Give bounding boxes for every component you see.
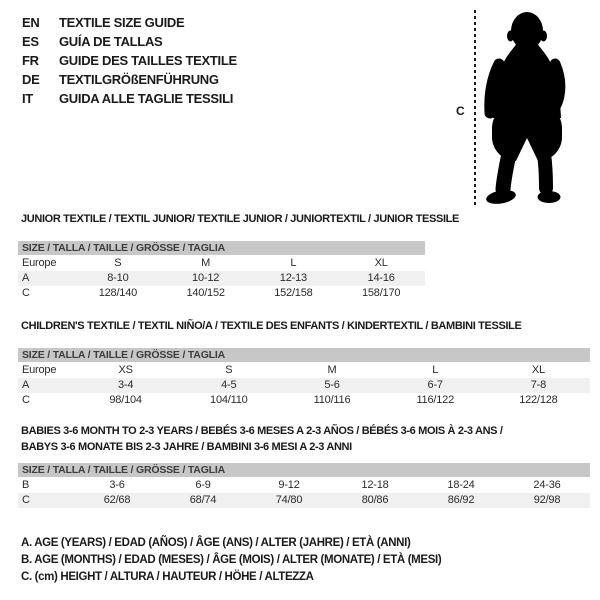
table-row: [18, 256, 425, 271]
size-value: 62/68: [103, 494, 131, 506]
row-label: A: [22, 272, 30, 284]
guide-title: GUIDE DES TAILLES TEXTILE: [59, 53, 237, 68]
size-value: S: [114, 257, 122, 269]
size-value: S: [225, 364, 233, 376]
language-code: EN: [22, 15, 40, 30]
language-row: [22, 32, 237, 51]
guide-title: TEXTILE SIZE GUIDE: [59, 15, 185, 30]
size-value: 5-6: [324, 379, 340, 391]
row-label: C: [22, 287, 30, 299]
table-row: [18, 493, 590, 508]
size-value: 98/104: [109, 394, 142, 406]
size-value: 12-18: [361, 479, 389, 491]
size-value: XL: [374, 257, 388, 269]
size-value: 3-6: [109, 479, 125, 491]
size-header-bar: SIZE / TALLA / TAILLE / GRÖSSE / TAGLIA: [18, 241, 425, 255]
size-value: 158/170: [361, 287, 401, 299]
size-value: 14-16: [367, 272, 395, 284]
size-value: 104/110: [210, 394, 248, 406]
size-value: 80/86: [361, 494, 389, 506]
size-value: 152/158: [274, 287, 313, 299]
size-value: 116/122: [416, 394, 454, 406]
height-measure-label: C: [456, 104, 465, 118]
size-value: 18-24: [447, 479, 475, 491]
legend-note-a: A. AGE (YEARS) / EDAD (AÑOS) / ÂGE (ANS) / ALTER (JAHRE) / ETÀ (ANNI): [21, 537, 411, 549]
row-label: A: [22, 379, 30, 391]
baby-silhouette-icon: [482, 6, 572, 206]
size-value: M: [327, 364, 337, 376]
size-value: 128/140: [98, 287, 138, 299]
language-title-block: [22, 13, 237, 108]
table-row: [18, 393, 590, 408]
size-value: 12-13: [279, 272, 307, 284]
row-label: C: [22, 394, 30, 406]
row-label: B: [22, 479, 30, 491]
guide-title: GUÍA DE TALLAS: [59, 34, 163, 49]
row-label: Europe: [22, 364, 57, 376]
babies-table-title-line1: BABIES 3-6 MONTH TO 2-3 YEARS / BEBÉS 3-6 MESES A 2-3 AÑOS / BÉBÉS 3-6 MOIS À 2-3 ANS /: [21, 425, 503, 437]
guide-title: GUIDA ALLE TAGLIE TESSILI: [59, 91, 234, 106]
language-row: [22, 51, 237, 70]
language-row: [22, 13, 237, 32]
size-value: 86/92: [447, 494, 475, 506]
size-value: 7-8: [530, 379, 547, 391]
junior-size-table: [18, 241, 425, 301]
children-table-title: CHILDREN'S TEXTILE / TEXTIL NIÑO/A / TEXTILE DES ENFANTS / KINDERTEXTIL / BAMBINI TESSILE: [21, 320, 522, 332]
size-value: 110/116: [313, 394, 351, 406]
size-value: 10-12: [192, 272, 220, 284]
size-value: 24-36: [533, 479, 561, 491]
babies-table-title-line2: BABYS 3-6 MONATE BIS 2-3 JAHRE / BAMBINI 3-6 MESI A 2-3 ANNI: [21, 441, 352, 453]
size-value: M: [201, 257, 211, 269]
children-size-table: [18, 348, 590, 408]
table-row: [18, 478, 590, 493]
size-value: XL: [531, 364, 545, 376]
size-value: 8-10: [107, 272, 129, 284]
legend-note-c: C. (cm) HEIGHT / ALTURA / HAUTEUR / HÖHE / ALTEZZA: [21, 571, 314, 583]
size-value: XS: [118, 364, 133, 376]
table-row: [18, 271, 425, 286]
size-header-bar: SIZE / TALLA / TAILLE / GRÖSSE / TAGLIA: [18, 348, 590, 362]
language-code: IT: [22, 91, 33, 106]
size-value: 140/152: [186, 287, 225, 299]
row-label: Europe: [22, 257, 57, 269]
legend-note-b: B. AGE (MONTHS) / EDAD (MESES) / ÂGE (MOIS) / ALTER (MONATE) / ETÀ (MESI): [21, 554, 442, 566]
size-value: 6-9: [195, 479, 211, 491]
babies-size-table: [18, 463, 590, 508]
junior-table-title: JUNIOR TEXTILE / TEXTIL JUNIOR/ TEXTILE JUNIOR / JUNIORTEXTIL / JUNIOR TESSILE: [21, 213, 460, 225]
table-row: [18, 286, 425, 301]
legend-notes: [21, 535, 441, 586]
size-value: 68/74: [189, 494, 217, 506]
size-value: 122/128: [519, 394, 558, 406]
guide-title: TEXTILGRÖßENFÜHRUNG: [59, 72, 219, 87]
language-code: ES: [22, 34, 39, 49]
size-value: 6-7: [427, 379, 443, 391]
language-code: DE: [22, 72, 40, 87]
language-row: [22, 70, 237, 89]
babies-table-title: [21, 423, 503, 455]
height-measure-line: [474, 10, 476, 207]
size-header-bar: SIZE / TALLA / TAILLE / GRÖSSE / TAGLIA: [18, 463, 590, 477]
size-value: 9-12: [278, 479, 300, 491]
size-value: L: [290, 257, 297, 269]
language-code: FR: [22, 53, 39, 68]
size-value: 3-4: [117, 379, 134, 391]
size-value: 4-5: [221, 379, 237, 391]
size-value: 74/80: [275, 494, 303, 506]
table-row: [18, 363, 590, 378]
table-row: [18, 378, 590, 393]
size-value: 92/98: [533, 494, 561, 506]
language-row: [22, 89, 237, 108]
size-value: L: [432, 364, 439, 376]
row-label: C: [22, 494, 30, 506]
